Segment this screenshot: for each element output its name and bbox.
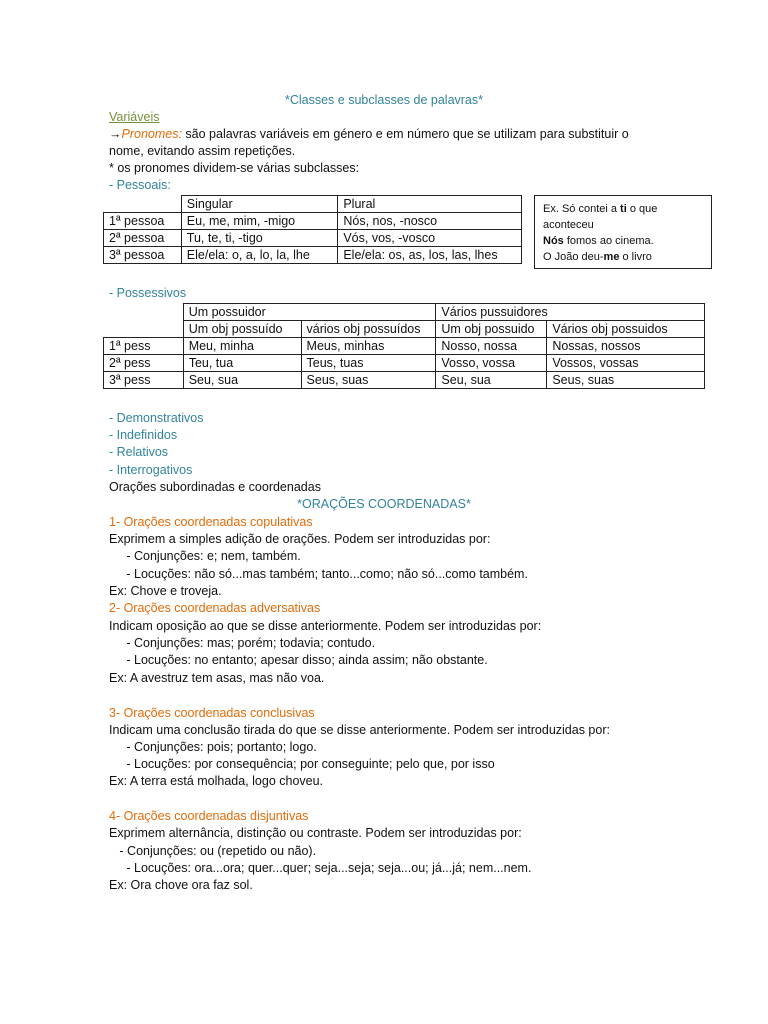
variaveis-heading: Variáveis — [109, 110, 160, 124]
table-cell: Seu, sua — [436, 372, 547, 389]
table-header-cell: Vários obj possuidos — [547, 321, 705, 338]
table-header-cell: vários obj possuídos — [301, 321, 436, 338]
table-row — [104, 372, 705, 389]
table-cell: 3ª pessoa — [104, 247, 182, 264]
section-intro: Indicam oposição ao que se disse anteriormente. Podem ser introduzidas por: — [109, 619, 542, 633]
table-cell: Meu, minha — [183, 338, 301, 355]
pessoais-table — [103, 195, 522, 264]
section-example: Ex: A avestruz tem asas, mas não voa. — [109, 671, 325, 685]
example-note-box — [534, 195, 712, 269]
table-cell: Nosso, nossa — [436, 338, 547, 355]
table-header-cell: Vários pussuidores — [436, 304, 705, 321]
table-cell: 3ª pess — [104, 372, 184, 389]
relativos-item: - Relativos — [109, 445, 169, 459]
table-header-cell: Um obj possuído — [183, 321, 301, 338]
table-cell: Nossas, nossos — [547, 338, 705, 355]
pronomes-definition-text: são palavras variáveis em género e em número que se utilizam para substituir o — [181, 127, 629, 141]
table-row — [104, 247, 522, 264]
pronomes-definition-line-2: nome, evitando assim repetições. — [109, 144, 296, 158]
section-conjuncoes: - Conjunções: mas; porém; todavia; contudo. — [109, 636, 376, 650]
table-cell: Vossos, vossas — [547, 355, 705, 372]
section-locucoes: - Locuções: no entanto; apesar disso; ainda assim; não obstante. — [109, 653, 488, 667]
table-cell: Nós, nos, -nosco — [338, 213, 522, 230]
section-heading: 1- Orações coordenadas copulativas — [109, 515, 313, 529]
table-cell: Meus, minhas — [301, 338, 436, 355]
table-row — [104, 355, 705, 372]
oracoes-subordinadas-heading: Orações subordinadas e coordenadas — [109, 480, 321, 494]
note-line-4: O João deu-me o livro — [543, 251, 652, 263]
oracoes-coordenadas-title: *ORAÇÕES COORDENADAS* — [297, 497, 471, 511]
table-cell: 1ª pess — [104, 338, 184, 355]
table-cell: Seus, suas — [547, 372, 705, 389]
table-header-cell: Um possuidor — [183, 304, 436, 321]
section-heading: 2- Orações coordenadas adversativas — [109, 601, 321, 615]
section-heading: 4- Orações coordenadas disjuntivas — [109, 809, 309, 823]
table-sub-header-row — [104, 321, 705, 338]
section-example: Ex: A terra está molhada, logo choveu. — [109, 774, 324, 788]
section-locucoes: - Locuções: ora...ora; quer...quer; seja...seja; seja...ou; já...já; nem...nem. — [109, 861, 532, 875]
pronomes-subclasses-note: * os pronomes dividem-se várias subclasses: — [109, 161, 360, 175]
table-cell: 2ª pessoa — [104, 230, 182, 247]
table-cell: Eu, me, mim, -migo — [181, 213, 338, 230]
table-cell — [104, 321, 184, 338]
section-intro: Exprimem a simples adição de orações. Podem ser introduzidas por: — [109, 532, 491, 546]
section-conjuncoes: - Conjunções: e; nem, também. — [109, 549, 301, 563]
table-header-cell: Singular — [181, 196, 338, 213]
table-row — [104, 338, 705, 355]
section-intro: Exprimem alternância, distinção ou contraste. Podem ser introduzidas por: — [109, 826, 522, 840]
table-cell: Seu, sua — [183, 372, 301, 389]
table-row — [104, 213, 522, 230]
table-cell: 1ª pessoa — [104, 213, 182, 230]
pessoais-heading: - Pessoais: — [109, 178, 171, 192]
note-line-2: aconteceu — [543, 219, 594, 231]
section-conjuncoes: - Conjunções: pois; portanto; logo. — [109, 740, 317, 754]
table-cell: Vosso, vossa — [436, 355, 547, 372]
table-cell: 2ª pess — [104, 355, 184, 372]
table-cell: Tu, te, ti, -tigo — [181, 230, 338, 247]
indefinidos-item: - Indefinidos — [109, 428, 178, 442]
pronomes-definition-line-1 — [109, 126, 629, 143]
table-cell: Seus, suas — [301, 372, 436, 389]
table-cell — [104, 196, 182, 213]
table-cell: Teus, tuas — [301, 355, 436, 372]
table-row — [104, 230, 522, 247]
table-cell — [104, 304, 184, 321]
table-cell: Ele/ela: o, a, lo, la, lhe — [181, 247, 338, 264]
table-cell: Ele/ela: os, as, los, las, lhes — [338, 247, 522, 264]
possessivos-heading: - Possessivos — [109, 286, 187, 300]
demonstrativos-item: - Demonstrativos — [109, 411, 204, 425]
table-header-cell: Um obj possuido — [436, 321, 547, 338]
table-header-row — [104, 196, 522, 213]
table-cell: Teu, tua — [183, 355, 301, 372]
document-title: *Classes e subclasses de palavras* — [284, 93, 484, 107]
pronomes-term: Pronomes: — [121, 127, 182, 141]
section-conjuncoes: - Conjunções: ou (repetido ou não). — [109, 844, 317, 858]
section-heading: 3- Orações coordenadas conclusivas — [109, 706, 315, 720]
possessivos-table — [103, 303, 705, 389]
table-group-header-row — [104, 304, 705, 321]
section-intro: Indicam uma conclusão tirada do que se disse anteriormente. Podem ser introduzidas por: — [109, 723, 610, 737]
note-line-1: Ex. Só contei a ti o que — [543, 203, 658, 215]
section-locucoes: - Locuções: por consequência; por conseguinte; pelo que, por isso — [109, 757, 495, 771]
table-header-cell: Plural — [338, 196, 522, 213]
table-cell: Vós, vos, -vosco — [338, 230, 522, 247]
section-example: Ex: Ora chove ora faz sol. — [109, 878, 253, 892]
interrogativos-item: - Interrogativos — [109, 463, 193, 477]
arrow-icon: → — [109, 127, 122, 141]
section-example: Ex: Chove e troveja. — [109, 584, 222, 598]
section-locucoes: - Locuções: não só...mas também; tanto...como; não só...como também. — [109, 567, 528, 581]
note-line-3: Nós fomos ao cinema. — [543, 235, 654, 247]
